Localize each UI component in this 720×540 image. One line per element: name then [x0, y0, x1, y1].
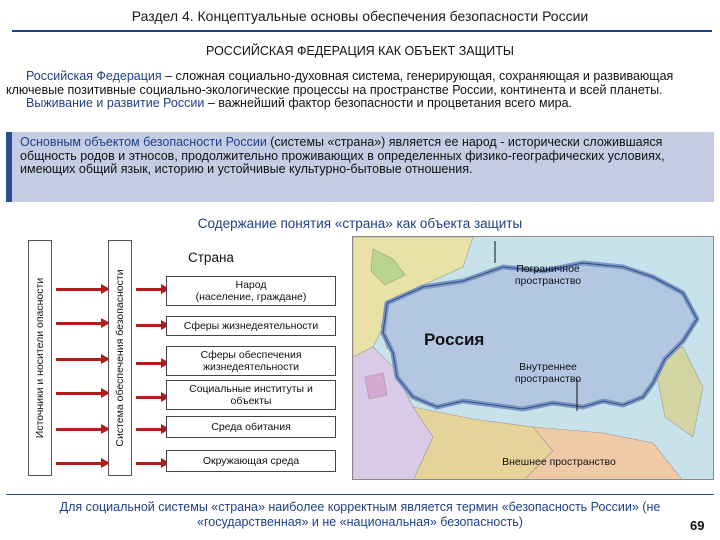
arrow-icon: [136, 288, 166, 291]
arrow-icon: [136, 362, 166, 365]
russia-map: [352, 236, 714, 480]
component-institutions: Социальные институты и объекты: [166, 380, 336, 410]
danger-sources-label: Источники и носители опасности: [34, 277, 46, 439]
arrow-icon: [136, 396, 166, 399]
arrow-icon: [56, 288, 106, 291]
border-space-label: Пограничное пространство: [514, 263, 582, 287]
main-object-box: [6, 132, 714, 202]
country-title: Страна: [188, 250, 234, 265]
intro-text: [6, 70, 714, 111]
arrow-icon: [136, 324, 166, 327]
country-components: [166, 242, 346, 478]
component-support-spheres: Сферы обеспечения жизнедеятельности: [166, 346, 336, 376]
intro-p2-rest: – важнейший фактор безопасности и процветания всего мира.: [204, 96, 573, 110]
danger-arrows: [52, 240, 108, 476]
external-space-label: Внешнее пространство: [502, 456, 616, 468]
main-object-rest: (системы «страна») является ее народ - исторически сложившаяся общность родов и этносов, продолжительно проживающих в определенных физико-географических условиях, имеющих общий язык, историю и устойчивые культурно-бытовые отношения.: [20, 135, 665, 176]
russia-label: Россия: [424, 330, 485, 349]
intro-p1-rest: – сложная социально-духовная система, генерирующая, сохраняющая и развивающая ключевые позитивные социально-экологические процессы на пространстве России, континента и всей планеты.: [6, 69, 674, 97]
slide-subtitle: РОССИЙСКАЯ ФЕДЕРАЦИЯ КАК ОБЪЕКТ ЗАЩИТЫ: [206, 44, 514, 58]
footer-divider: [6, 494, 714, 495]
danger-sources-bar: [28, 240, 52, 476]
component-people: Народ (население, граждане): [166, 276, 336, 306]
main-object-bold: Основным объектом безопасности России: [20, 135, 267, 149]
arrow-icon: [56, 358, 106, 361]
page-number: 69: [690, 518, 705, 533]
security-system-label: Система обеспечения безопасности: [114, 269, 126, 447]
arrow-icon: [136, 428, 166, 431]
content-heading: Содержание понятия «страна» как объекта защиты: [197, 216, 523, 231]
header-bar: [0, 0, 720, 36]
arrow-icon: [56, 428, 106, 431]
security-system-bar: [108, 240, 132, 476]
footer-note: Для социальной системы «страна» наиболее корректным является термин «безопасность России» (не «государственная» и не «национальная» безопасность): [59, 500, 661, 529]
component-life-spheres: Сферы жизнедеятельности: [166, 316, 336, 336]
intro-p1-bold: Российская Федерация: [26, 69, 162, 83]
intro-p2-bold: Выживание и развитие России: [26, 96, 205, 110]
intro-paragraph-2: [6, 97, 714, 111]
component-habitat: Среда обитания: [166, 416, 336, 438]
header-divider: [12, 30, 712, 32]
internal-space-label: Внутреннее пространство: [514, 361, 582, 385]
section-title: Раздел 4. Концептуальные основы обеспечения безопасности России: [131, 8, 589, 24]
security-arrows: [132, 240, 166, 476]
arrow-icon: [56, 322, 106, 325]
arrow-icon: [136, 462, 166, 465]
intro-paragraph-1: [6, 70, 714, 97]
arrow-icon: [56, 462, 106, 465]
component-environment: Окружающая среда: [166, 450, 336, 472]
arrow-icon: [56, 392, 106, 395]
